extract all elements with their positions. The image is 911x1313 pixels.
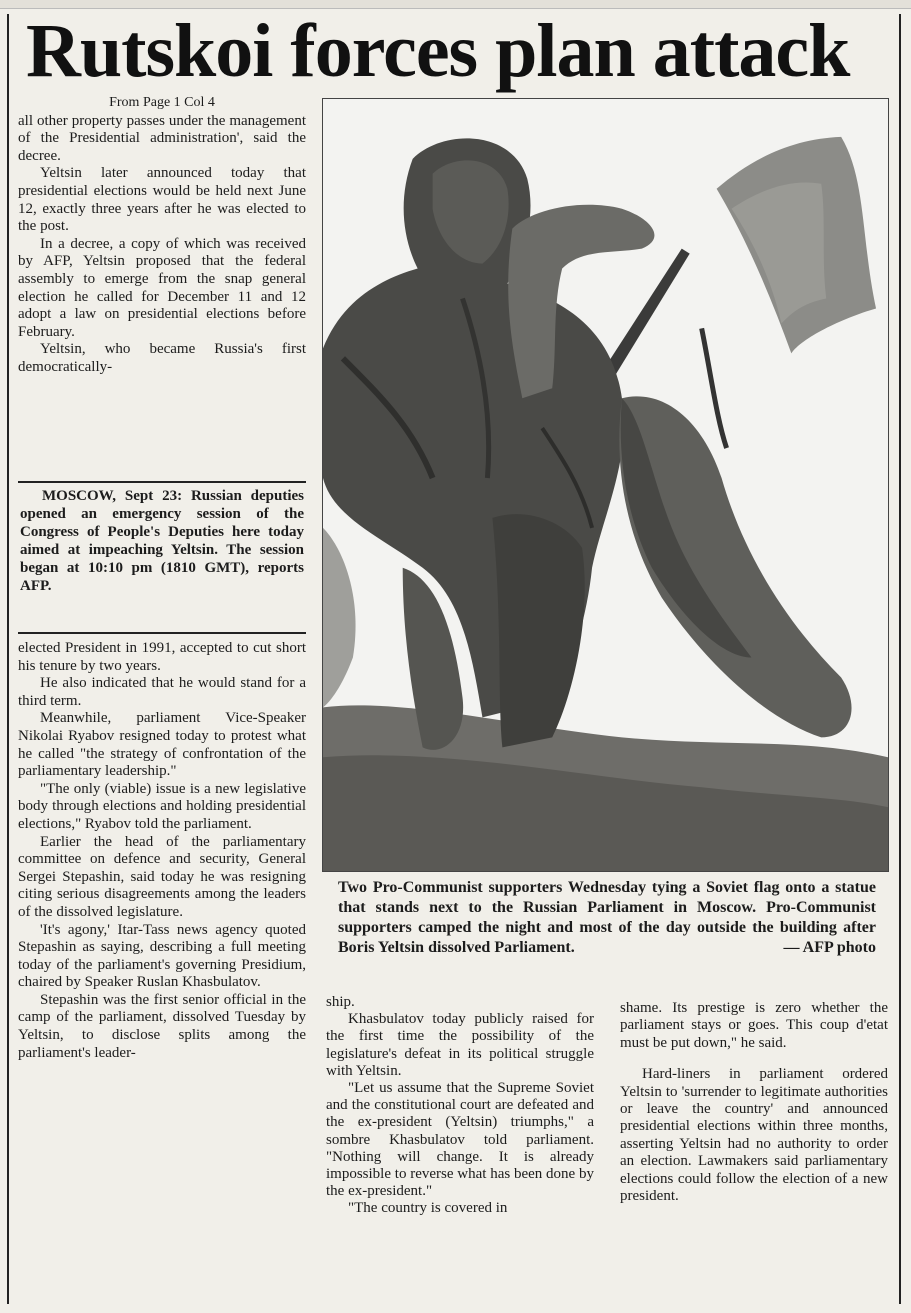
right-column-rule	[899, 14, 901, 1304]
column-3	[620, 1000, 888, 1205]
paragraph: Yeltsin, who became Russia's first democratically-	[18, 341, 306, 375]
paragraph: Stepashin was the first senior official in the camp of the parliament, dissolved Tuesday by Yeltsin, to disclose splits among the parliament's leader-	[18, 991, 306, 1061]
headline: Rutskoi forces plan attack	[26, 9, 850, 93]
paragraph: "Let us assume that the Supreme Soviet and the constitutional court are defeated and the ex-president (Yeltsin) triumphs," a sombre Khasbulatov told parliament. "Nothing will change. It is already impossible to reverse what has been done by the ex-president."	[326, 1080, 594, 1200]
column-1-bottom	[18, 640, 306, 1062]
jump-line: From Page 1 Col 4	[109, 95, 215, 110]
paragraph: 'It's agony,' Itar-Tass news agency quoted Stepashin as saying, describing a full meeting today of the parliament's governing Presidium, chaired by Speaker Ruslan Khasbulatov.	[18, 921, 306, 991]
paragraph: Meanwhile, parliament Vice-Speaker Nikolai Ryabov resigned today to protest what he called "the strategy of confrontation of the parliamentary leadership."	[18, 710, 306, 780]
paragraph: Earlier the head of the parliamentary committee on defence and security, General Sergei Stepashin, said today he was resigning citing serious disagreements among the leaders of the dissolved legislature.	[18, 833, 306, 920]
photo-caption	[338, 878, 876, 958]
column-1-top	[18, 94, 306, 377]
paragraph: In a decree, a copy of which was received by AFP, Yeltsin proposed that the federal assembly to emerge from the snap general election he called for December 11 and 12 adopt a law on presidential elections before February.	[18, 235, 306, 340]
paragraph: ship.	[326, 994, 355, 1010]
column-2	[326, 994, 594, 1218]
paragraph: He also indicated that he would stand for a third term.	[18, 675, 306, 709]
left-column-rule	[7, 14, 9, 1304]
paragraph: "The country is covered in	[348, 1200, 508, 1217]
paragraph: Yeltsin later announced today that presidential elections would be held next June 12, exactly three years after he was elected to the post.	[18, 165, 306, 235]
caption-text: Two Pro-Communist supporters Wednesday tying a Soviet flag onto a statue that stands next to the Russian Parliament in Moscow. Pro-Communist supporters camped the night and most of the day outside the building after Boris Yeltsin dissolved Parliament.	[338, 879, 876, 956]
news-photo-statue	[322, 98, 889, 872]
paragraph: "The only (viable) issue is a new legislative body through elections and holding presidential elections," Ryabov told the parliament.	[18, 780, 306, 832]
news-summary-box	[18, 481, 306, 634]
photo-credit: — AFP photo	[783, 939, 876, 956]
paragraph: Khasbulatov today publicly raised for the first time the possibility of the legislature's defeat in its political struggle with Yeltsin.	[326, 1011, 594, 1079]
paragraph: shame. Its prestige is zero whether the parliament stays or goes. This coup d'etat must be put down," he said.	[620, 1000, 888, 1051]
summary-text: MOSCOW, Sept 23: Russian deputies opened an emergency session of the Congress of People's Deputies here today aimed at impeaching Yeltsin. The session began at 10:10 pm (1810 GMT), reports AFP.	[20, 488, 304, 594]
statue-photo-illustration	[323, 99, 888, 871]
paragraph: Hard-liners in parliament ordered Yeltsin to 'surrender to legitimate authorities or leave the country' and announced presidential elections within three months, asserting Yeltsin had no authority to order an election. Lawmakers said parliamentary elections could follow the election of a new president.	[620, 1066, 888, 1205]
paragraph: elected President in 1991, accepted to cut short his tenure by two years.	[18, 640, 306, 674]
paragraph: all other property passes under the management of the Presidential administration', said the decree.	[18, 112, 306, 164]
